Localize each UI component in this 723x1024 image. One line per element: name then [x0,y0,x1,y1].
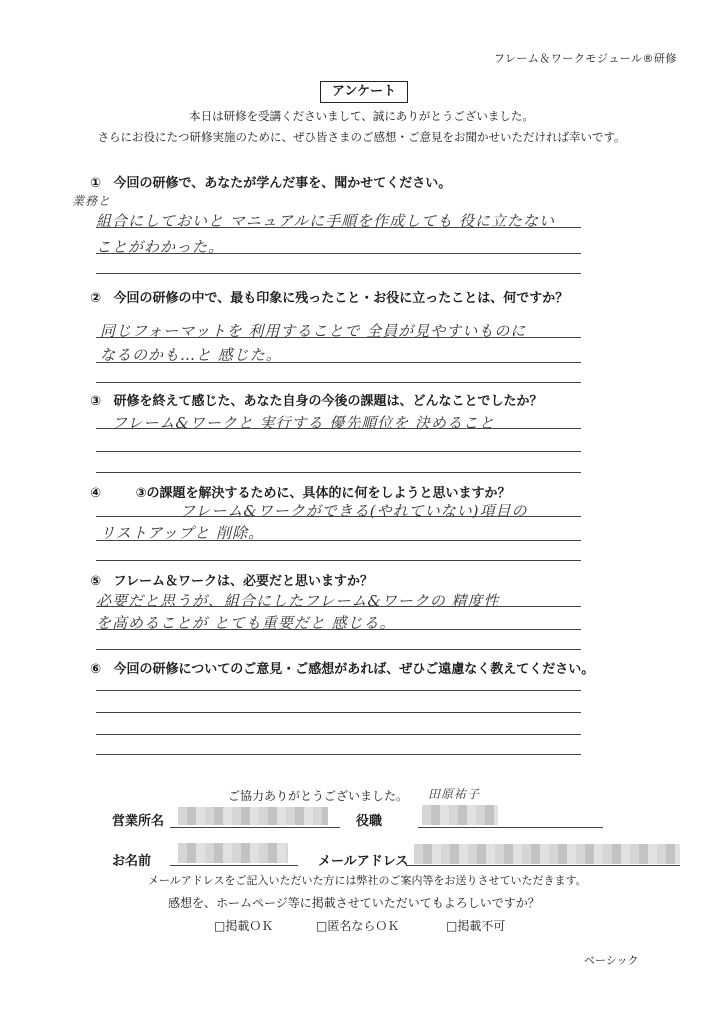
answer-rule [96,253,581,254]
answer-line: を高めることが とても重要だと 感じる。 [96,614,396,632]
permission-question: 感想を、ホームページ等に掲載させていただいてもよろしいですか？ [168,896,540,910]
signature: 田原祐子 [428,787,481,801]
question-number: ② [90,291,102,306]
answer-line: 組合にしておいと マニュアルに手順を作成しても 役に立たない [96,212,555,230]
position-field[interactable] [418,805,603,829]
question-number: ④ [90,486,102,501]
answer-line: なるのかも…と 感じた。 [100,346,282,364]
name-field[interactable] [170,843,298,867]
thanks-text: ご協力ありがとうございました。 [228,789,409,803]
answer-rule [96,540,581,541]
answer-rule [96,690,581,691]
answer-rule [96,273,581,274]
question-5 [90,570,373,589]
field-underline [170,865,298,866]
question-number: ⑤ [90,574,102,589]
email-label: メールアドレス [318,854,409,869]
intro-line-1: 本日は研修を受講くださいまして、誠にありがとうございました。 [189,109,534,123]
answer-line: 必要だと思うが、組合にしたフレーム&ワークの 精度性 [96,592,500,610]
question-text: 今回の研修で、あなたが学んだ事を、聞かせてください。 [113,176,452,191]
question-number: ⑥ [90,662,102,677]
answer-note: 業務と [72,194,112,208]
question-4 [90,482,511,501]
course-level: ベーシック [584,954,639,967]
option-not-publish[interactable]: □掲載不可 [446,919,506,933]
answer-line: リストアップと 削除。 [100,524,264,542]
answer-rule [96,649,581,650]
answer-rule [96,472,581,473]
office-field[interactable] [170,805,340,829]
answer-rule [96,337,581,338]
answer-rule [96,428,581,429]
program-name: フレーム＆ワークモジュール®研修 [493,52,677,65]
answer-line: 同じフォーマットを 利用することで 全員が見やすいものに [100,322,527,340]
answer-rule [96,629,581,630]
answer-rule [96,227,581,228]
field-underline [418,827,603,828]
question-number: ① [90,176,102,191]
answer-rule [96,606,581,607]
question-3 [90,390,543,409]
answer-rule [96,451,581,452]
answer-rule [96,734,581,735]
option-publish-ok[interactable]: □掲載ＯＫ [214,919,274,933]
email-field[interactable] [406,843,680,867]
answer-rule [96,754,581,755]
intro-line-2: さらにお役にたつ研修実施のために、ぜひ皆さまのご感想・ご意見をお聞かせいただければ幸いです。 [97,130,626,144]
question-text: ③の課題を解決するために、具体的に何をしようと思いますか？ [135,486,511,501]
field-underline [406,865,680,866]
name-label: お名前 [112,854,152,869]
question-text: フレーム＆ワークは、必要だと思いますか？ [113,574,374,589]
answer-line: フレーム&ワークができる(やれていない)項目の [180,502,528,520]
position-label: 役職 [356,814,383,829]
answer-rule [96,712,581,713]
question-text: 今回の研修の中で、最も印象に残ったこと・お役に立ったことは、何ですか？ [113,291,569,306]
answer-rule [96,516,581,517]
question-text: 研修を終えて感じた、あなた自身の今後の課題は、どんなことでしたか？ [113,394,543,409]
question-1 [90,172,451,191]
redacted-block [178,807,328,825]
email-notice: メールアドレスをご記入いただいた方には弊社のご案内等をお送りさせていただきます。 [148,874,587,887]
survey-title: アンケート [320,81,408,103]
redacted-block [178,843,288,863]
question-text: 今回の研修についてのご意見・ご感想があれば、ぜひご遠慮なく教えてください。 [113,662,595,677]
office-label: 営業所名 [112,814,165,829]
answer-line: フレーム&ワークと 実行する 優先順位を 決めること [112,414,496,432]
question-2 [90,287,568,306]
field-underline [170,827,340,828]
answer-line: ことがわかった。 [96,238,225,256]
answer-rule [96,382,581,383]
option-anonymous-ok[interactable]: □匿名ならＯＫ [316,919,400,933]
redacted-block [414,844,680,864]
question-6 [90,658,594,677]
question-number: ③ [90,394,102,409]
answer-rule [96,362,581,363]
redacted-block [422,805,498,825]
answer-rule [96,560,581,561]
